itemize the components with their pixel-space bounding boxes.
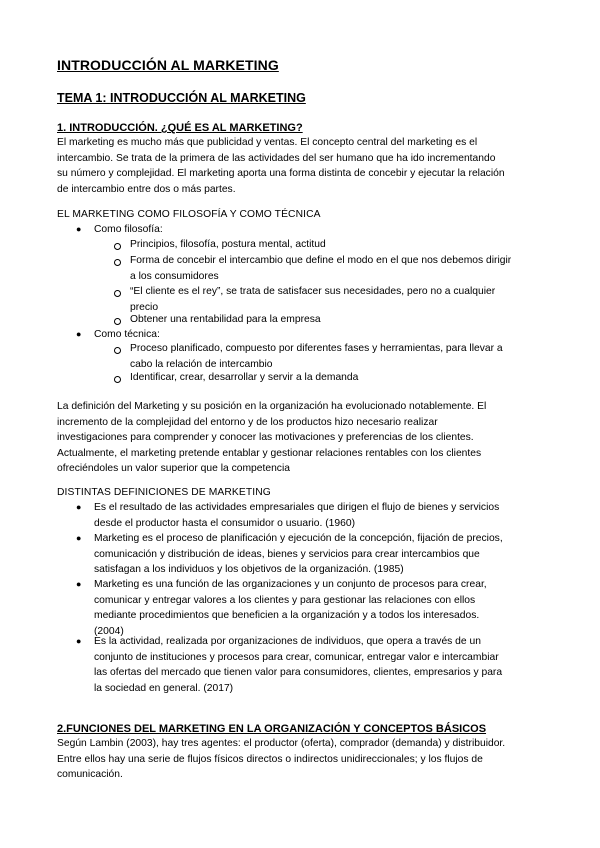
section-2-heading: 2.FUNCIONES DEL MARKETING EN LA ORGANIZACIÓN Y CONCEPTOS BÁSICOS	[57, 723, 487, 735]
text-line: mediante procedimientos que beneficien a la organización y a todos los interesados.	[94, 610, 480, 621]
text-line: “El cliente es el rey”, se trata de satisfacer sus necesidades, pero no a cualquier	[130, 286, 496, 297]
text-line: Marketing es una función de las organizaciones y un conjunto de procesos para crear,	[94, 579, 487, 590]
text-line: su número y complejidad. El marketing aporta una forma distinta de concebir y ejecutar la relación	[57, 168, 505, 179]
intro-paragraph	[57, 135, 544, 197]
text-line: a los consumidores	[130, 270, 219, 282]
philosophy-item	[130, 253, 542, 284]
section-2-paragraph	[57, 736, 544, 783]
text-line: Es la actividad, realizada por organizaciones de individuos, que opera a través de un	[94, 636, 481, 647]
text-line: comunicación y distribución de ideas, bienes y servicios para crear intercambios que	[94, 548, 480, 560]
text-line: incremento de la complejidad del entorno y de los productos hizo necesario realizar	[57, 416, 438, 428]
circle-bullet-icon	[114, 318, 121, 325]
definition-item	[94, 500, 499, 531]
philosophy-item	[130, 237, 326, 253]
technique-item	[130, 370, 358, 386]
text-line: ofreciéndoles un valor superior que la competencia	[57, 463, 290, 474]
bullet-dot-icon: ●	[76, 502, 82, 512]
text-line: comunicar y entregar valores a los clientes y para gestionar las relaciones con ellos	[94, 594, 476, 606]
text-line: desde el productor hasta el consumidor o usuario. (1960)	[94, 517, 356, 529]
definition-item	[94, 634, 502, 696]
bullet-dot-icon: ●	[76, 636, 82, 646]
circle-bullet-icon	[114, 290, 121, 297]
circle-bullet-icon	[114, 259, 121, 266]
bullet-dot-icon: ●	[76, 329, 82, 339]
text-line: investigaciones para comprender y conocer las motivaciones y preferencias de los clientes.	[57, 432, 474, 443]
text-line: Forma de concebir el intercambio que define el modo en el que nos debemos dirigir	[130, 255, 512, 266]
bullet-philosophy: Como filosofía:	[94, 224, 163, 235]
circle-bullet-icon	[114, 376, 121, 383]
text-line: de intercambio entre dos o más partes.	[57, 183, 236, 195]
philosophy-item	[130, 284, 495, 315]
circle-bullet-icon	[114, 243, 121, 250]
bullet-dot-icon: ●	[76, 224, 82, 234]
text-line: Identificar, crear, desarrollar y servir a la demanda	[130, 372, 359, 383]
text-line: las ofertas del mercado que tienen valor para consumidores, clientes, empresarios y para	[94, 667, 503, 678]
text-line: conjunto de instituciones y procesos para crear, comunicar, entregar valor e intercambiar	[94, 651, 499, 663]
text-line: Marketing es el proceso de planificación y ejecución de la concepción, fijación de precios,	[94, 533, 503, 544]
definition-item	[94, 531, 503, 578]
text-line: la sociedad en general. (2017)	[94, 682, 234, 694]
philosophy-item	[130, 312, 321, 328]
text-line: Actualmente, el marketing pretende entablar y gestionar relaciones rentables con los clientes	[57, 447, 482, 459]
text-line: (2004)	[94, 625, 124, 637]
text-line: La definición del Marketing y su posición en la organización ha evolucionado notablemente. El	[57, 401, 487, 412]
topic-title: TEMA 1: INTRODUCCIÓN AL MARKETING	[57, 91, 306, 105]
circle-bullet-icon	[114, 347, 121, 354]
text-line: Según Lambin (2003), hay tres agentes: el productor (oferta), comprador (demanda) y distribuidor.	[57, 738, 506, 749]
text-line: Entre ellos hay una serie de flujos físicos directos o indirectos unidireccionales; y los flujos de	[57, 753, 483, 765]
definition-item	[94, 577, 487, 639]
technique-item	[130, 341, 503, 372]
bullet-dot-icon: ●	[76, 579, 82, 589]
text-line: El marketing es mucho más que publicidad y ventas. El concepto central del marketing es el	[57, 137, 478, 148]
document-title: INTRODUCCIÓN AL MARKETING	[57, 57, 279, 73]
definitions-heading: DISTINTAS DEFINICIONES DE MARKETING	[57, 487, 271, 498]
philosophy-heading: EL MARKETING COMO FILOSOFÍA Y COMO TÉCNICA	[57, 209, 321, 220]
text-line: comunicación.	[57, 769, 123, 780]
evolution-paragraph	[57, 399, 544, 477]
text-line: Obtener una rentabilidad para la empresa	[130, 314, 321, 325]
text-line: precio	[130, 301, 159, 313]
text-line: Proceso planificado, compuesto por diferentes fases y herramientas, para llevar a	[130, 343, 503, 354]
text-line: Principios, filosofía, postura mental, actitud	[130, 239, 326, 250]
text-line: cabo la relación de intercambio	[130, 358, 273, 370]
section-1-heading: 1. INTRODUCCIÓN. ¿QUÉ ES AL MARKETING?	[57, 122, 303, 134]
text-line: satisfagan a los individuos y los objetivos de la organización. (1985)	[94, 564, 404, 575]
bullet-technique: Como técnica:	[94, 329, 160, 340]
text-line: intercambio. Se trata de la primera de las actividades del ser humano que ha ido incrementando	[57, 152, 496, 164]
text-line: Es el resultado de las actividades empresariales que dirigen el flujo de bienes y servicios	[94, 502, 500, 513]
bullet-dot-icon: ●	[76, 533, 82, 543]
